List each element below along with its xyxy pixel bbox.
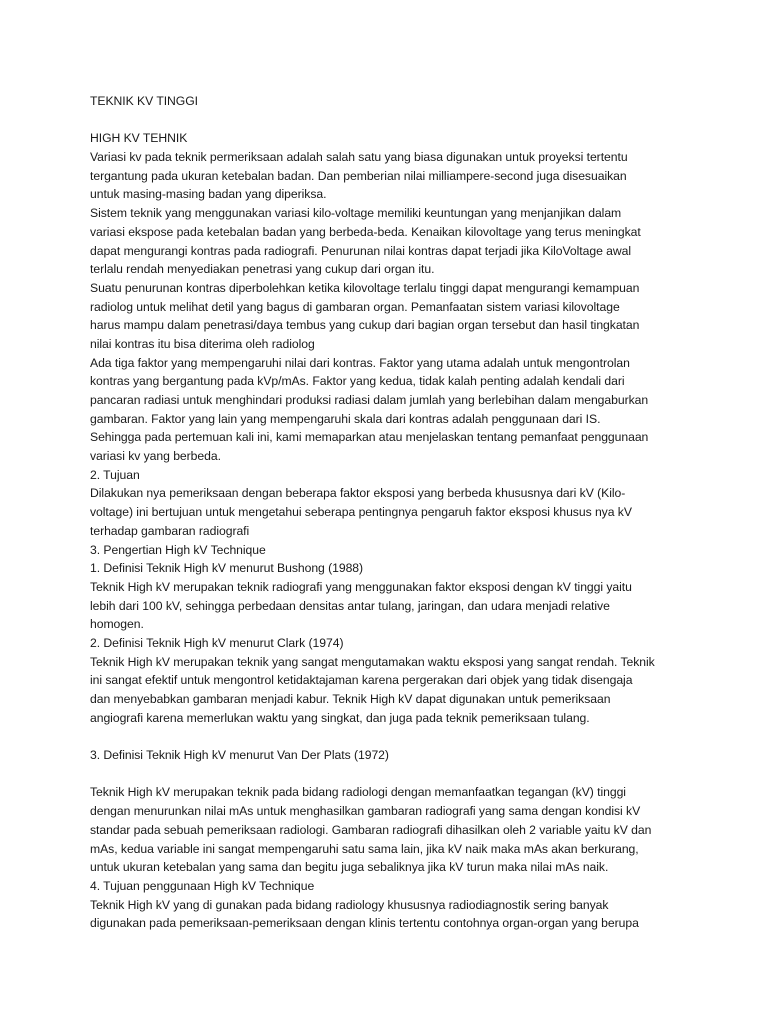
text-line: Sistem teknik yang menggunakan variasi kilo-voltage memiliki keuntungan yang menjanjikan dalam — [90, 206, 622, 221]
blank-line — [90, 111, 690, 130]
text-line: variasi kv yang berbeda. — [90, 449, 221, 464]
blank-line — [90, 765, 690, 784]
text-line: Dilakukan nya pemeriksaan dengan beberapa faktor eksposi yang berbeda khususnya dari kV (Kilo- — [90, 486, 626, 501]
text-line: harus mampu dalam penetrasi/daya tembus yang cukup dari bagian organ tersebut dan hasil tingkatan — [90, 318, 640, 333]
text-line: Teknik High kV merupakan teknik yang sangat mengutamakan waktu eksposi yang sangat rendah. Teknik — [90, 654, 655, 669]
text-line: Ada tiga faktor yang mempengaruhi nilai dari kontras. Faktor yang utama adalah untuk mengontrolan — [90, 355, 630, 370]
text-line: lebih dari 100 kV, sehingga perbedaan densitas antar tulang, jaringan, dan udara menjadi relative — [90, 598, 610, 613]
text-line: Suatu penurunan kontras diperbolehkan ketika kilovoltage terlalu tinggi dapat mengurangi kemampuan — [90, 280, 640, 295]
text-line: 3. Definisi Teknik High kV menurut Van Der Plats (1972) — [90, 748, 389, 763]
text-line: dan menyebabkan gambaran menjadi kabur. Teknik High kV dapat digunakan untuk pemeriksaan — [90, 692, 611, 706]
text-line: Variasi kv pada teknik permeriksaan adalah salah satu yang biasa digunakan untuk proyeksi tertentu — [90, 150, 628, 165]
text-line: untuk ukuran ketebalan yang sama dan begitu juga sebaliknya jika kV turun maka nilai mAs naik. — [90, 860, 609, 875]
text-line: kontras yang bergantung pada kVp/mAs. Faktor yang kedua, tidak kalah penting adalah kendali dari — [90, 374, 625, 389]
text-line: HIGH KV TEHNIK — [90, 131, 188, 146]
text-line: terlalu rendah menyediakan penetrasi yang cukup dari organ itu. — [90, 262, 435, 277]
text-line: homogen. — [90, 617, 144, 632]
text-line: radiolog untuk melihat detil yang bagus di gambaran organ. Pemanfaatan sistem variasi kilovoltage — [90, 299, 620, 314]
text-line: variasi ekspose pada ketebalan badan yang berbeda-beda. Kenaikan kilovoltage yang terus meningkat — [90, 224, 641, 239]
text-line: untuk masing-masing badan yang diperiksa. — [90, 187, 327, 202]
text-line: standar pada sebuah pemeriksaan radiologi. Gambaran radiografi dihasilkan oleh 2 variable yaitu kV dan — [90, 822, 652, 837]
text-line: 2. Tujuan — [90, 467, 140, 482]
blank-line — [90, 727, 690, 746]
text-line: tergantung pada ukuran ketebalan badan. Dan pemberian nilai milliampere-second juga disesuaikan — [90, 168, 627, 183]
text-line: digunakan pada pemeriksaan-pemeriksaan dengan klinis tertentu contohnya organ-organ yang berupa — [90, 916, 639, 931]
text-line: TEKNIK KV TINGGI — [90, 94, 199, 108]
text-line: 2. Definisi Teknik High kV menurut Clark (1974) — [90, 635, 344, 650]
text-line: Sehingga pada pertemuan kali ini, kami memaparkan atau menjelaskan tentang pemanfaat penggunaan — [90, 430, 649, 445]
text-line: nilai kontras itu bisa diterima oleh radiolog — [90, 336, 315, 351]
text-line: terhadap gambaran radiografi — [90, 523, 250, 538]
text-line: angiografi karena memerlukan waktu yang singkat, dan juga pada teknik pemeriksaan tulang. — [90, 710, 590, 725]
text-line: 1. Definisi Teknik High kV menurut Bushong (1988) — [90, 561, 364, 576]
text-line: dapat mengurangi kontras pada radiografi. Penurunan nilai kontras dapat terjadi jika KiloVoltage awal — [90, 243, 632, 258]
text-line: mAs, kedua variable ini sangat mempengaruhi satu sama lain, jika kV naik maka mAs akan berkurang, — [90, 841, 639, 856]
text-line: Teknik High kV merupakan teknik radiografi yang menggunakan faktor eksposi dengan kV tinggi yaitu — [90, 579, 632, 594]
text-line: dengan menurunkan nilai mAs untuk menghasilkan gambaran radiografi yang sama dengan kondisi kV — [90, 804, 641, 819]
document-page — [90, 92, 690, 933]
text-line: Teknik High kV yang di gunakan pada bidang radiology khususnya radiodiagnostik sering banyak — [90, 897, 609, 912]
text-line: ini sangat efektif untuk mengontrol ketidaktajaman karena pergerakan dari objek yang tidak disengaja — [90, 673, 633, 688]
text-line: gambaran. Faktor yang lain yang mempengaruhi skala dari kontras adalah penggunaan dari IS. — [90, 411, 601, 426]
text-line: pancaran radiasi untuk menghindari produksi radiasi dalam jumlah yang berlebihan dalam mengaburkan — [90, 393, 649, 407]
text-line: Teknik High kV merupakan teknik pada bidang radiologi dengan memanfaatkan tegangan (kV) tinggi — [90, 785, 626, 800]
text-line: voltage) ini bertujuan untuk mengetahui seberapa pentingnya pengaruh faktor eksposi khusus nya kV — [90, 505, 632, 520]
text-line: 3. Pengertian High kV Technique — [90, 542, 266, 557]
text-line: 4. Tujuan penggunaan High kV Technique — [90, 878, 315, 893]
